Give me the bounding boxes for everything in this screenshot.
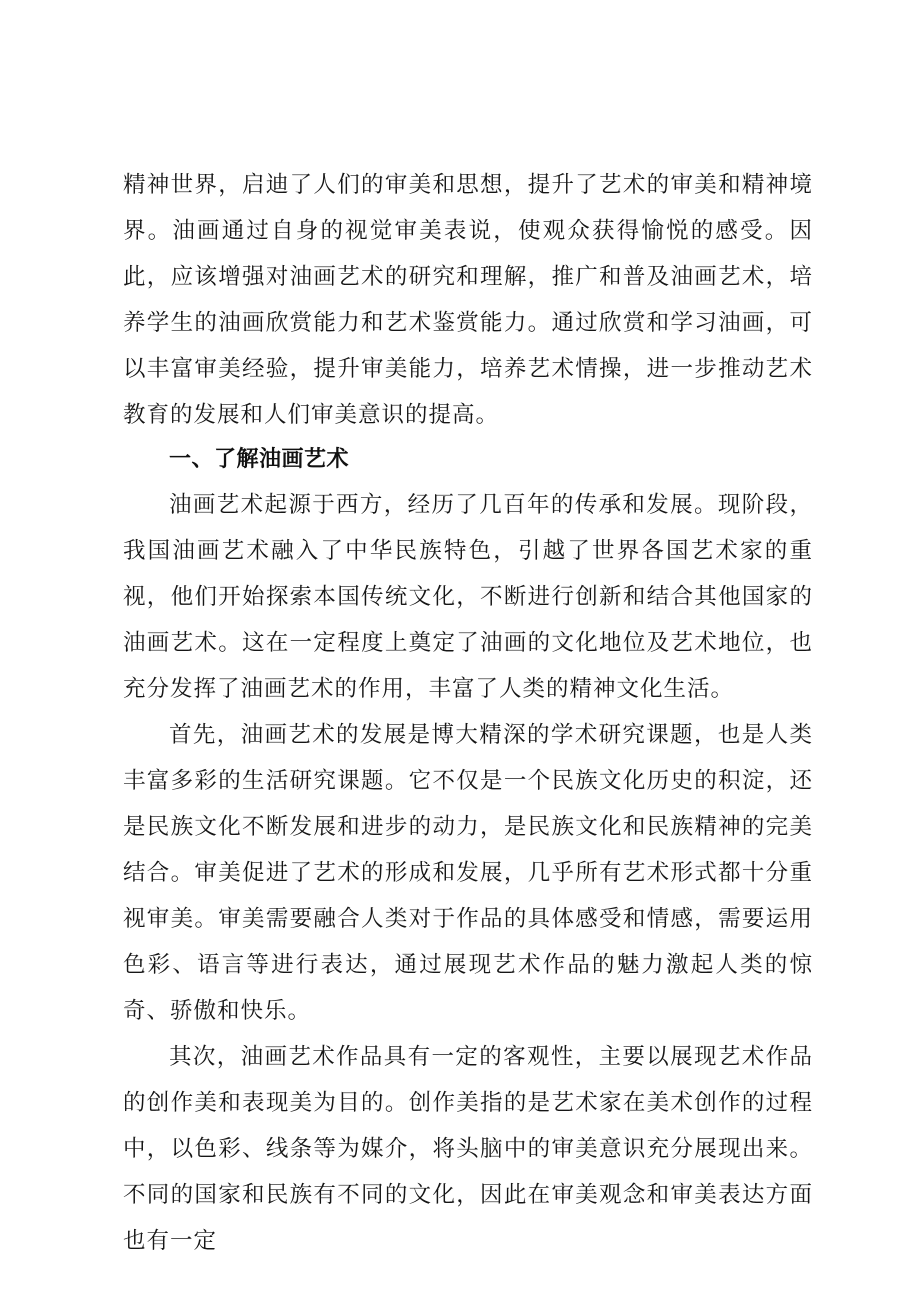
section-heading: 一、了解油画艺术 bbox=[169, 447, 350, 472]
body-paragraph-2: 首先，油画艺术的发展是博大精深的学术研究课题，也是人类丰富多彩的生活研究课题。它不仅是一个民族文化历史的积淀，还是民族文化不断发展和进步的动力，是民族文化和民族精神的完美结合。审美促进了艺术的形成和发展，几乎所有艺术形式都十分重视审美。审美需要融合人类对于作品的具体感受和情感，需要运用色彩、语言等进行表达，通过展现艺术作品的魅力激起人类的惊奇、骄傲和快乐。 bbox=[123, 722, 813, 1024]
body-paragraph-3: 其次，油画艺术作品具有一定的客观性，主要以展现艺术作品的创作美和表现美为目的。创作美指的是艺术家在美术创作的过程中，以色彩、线条等为媒介，将头脑中的审美意识充分展现出来。不同的国家和民族有不同的文化，因此在审美观念和审美表达方面也有一定 bbox=[123, 1044, 813, 1254]
body-paragraph-1: 油画艺术起源于西方，经历了几百年的传承和发展。现阶段，我国油画艺术融入了中华民族特色，引越了世界各国艺术家的重视，他们开始探索本国传统文化，不断进行创新和结合其他国家的油画艺术。这在一定程度上奠定了油画的文化地位及艺术地位，也充分发挥了油画艺术的作用，丰富了人类的精神文化生活。 bbox=[123, 492, 813, 702]
intro-paragraph: 精神世界，启迪了人们的审美和思想，提升了艺术的审美和精神境界。油画通过自身的视觉审美表说，使观众获得愉悦的感受。因此，应该增强对油画艺术的研究和理解，推广和普及油画艺术，培养学生的油画欣赏能力和艺术鉴赏能力。通过欣赏和学习油画，可以丰富审美经验，提升审美能力，培养艺术情操，进一步推动艺术教育的发展和人们审美意识的提高。 bbox=[123, 172, 813, 428]
document-body bbox=[123, 162, 813, 1264]
